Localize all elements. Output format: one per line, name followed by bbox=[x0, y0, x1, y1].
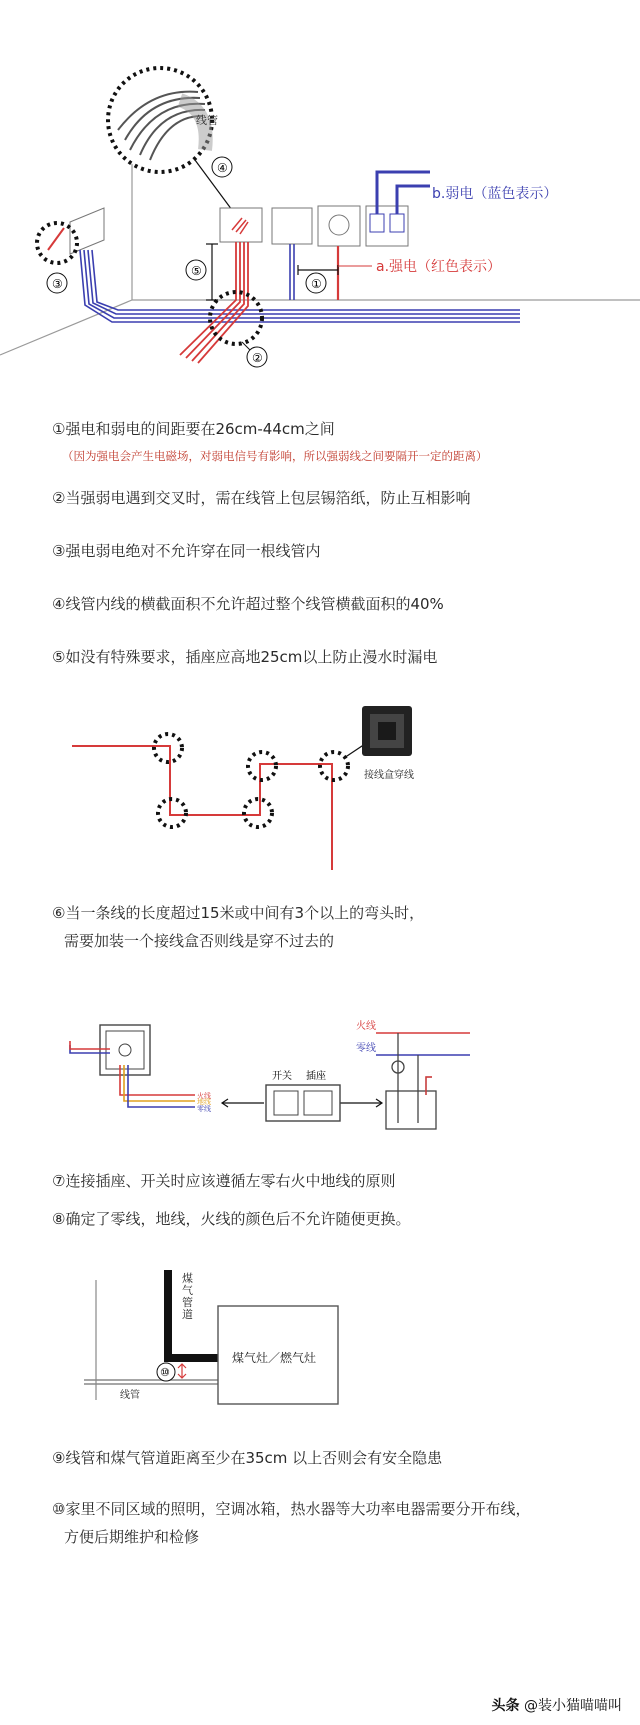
wall-wiring-diagram bbox=[0, 0, 640, 375]
ground-label: 地线 bbox=[197, 1098, 211, 1106]
socket-switch-svg bbox=[0, 1005, 640, 1155]
label-weak: b.弱电（蓝色表示） bbox=[432, 186, 558, 202]
toutiao-logo: 头条 bbox=[491, 1698, 520, 1714]
rule-9: ⑨线管和煤气管道距离至少在35cm 以上否则会有安全隐患 bbox=[52, 1449, 443, 1467]
junction-box-label: 接线盒穿线 bbox=[364, 770, 414, 781]
left-panel bbox=[37, 208, 104, 263]
junction-box-icon bbox=[362, 706, 412, 756]
switch-label: 开关 bbox=[272, 1071, 292, 1082]
live-label: 火线 bbox=[197, 1092, 211, 1100]
stove-label: 煤气灶／燃气灶 bbox=[232, 1351, 317, 1365]
socket-box bbox=[318, 206, 360, 246]
gas-pipe-svg bbox=[0, 1270, 640, 1410]
weak-box bbox=[366, 206, 408, 246]
socket-panel bbox=[100, 1025, 150, 1075]
rule-5: ⑤如没有特殊要求，插座应高地25cm以上防止漫水时漏电 bbox=[52, 648, 438, 666]
wall-wiring-svg bbox=[0, 0, 640, 375]
bend-circles bbox=[154, 734, 348, 827]
tag-wire-label: 线管 bbox=[196, 114, 218, 127]
svg-text:⑩: ⑩ bbox=[160, 1366, 170, 1379]
watermark bbox=[492, 1695, 622, 1715]
junction-box-4 bbox=[220, 208, 262, 242]
zoom-circle bbox=[108, 68, 218, 172]
socket-label: 插座 bbox=[306, 1071, 326, 1082]
rule-6-line1: ⑥当一条线的长度超过15米或中间有3个以上的弯头时， bbox=[52, 904, 425, 922]
gas-pipe-char-1: 煤 bbox=[182, 1272, 193, 1285]
rule-2: ②当强弱电遇到交叉时，需在线管上包层锡箔纸，防止互相影响 bbox=[52, 489, 471, 507]
label-strong: a.强电（红色表示） bbox=[376, 259, 502, 275]
gas-pipe-line bbox=[168, 1270, 224, 1358]
bend-diagram bbox=[0, 700, 640, 880]
rule-3: ③强电弱电绝对不允许穿在同一根线管内 bbox=[52, 542, 321, 560]
rule-10-line2: 方便后期维护和检修 bbox=[64, 1528, 200, 1546]
rule-7: ⑦连接插座、开关时应该遵循左零右火中地线的原则 bbox=[52, 1172, 396, 1190]
strong-wires bbox=[180, 242, 248, 363]
svg-text:⑤: ⑤ bbox=[191, 264, 202, 278]
live-label-2: 火线 bbox=[356, 1021, 376, 1032]
rule-4: ④线管内线的横截面积不允许超过整个线管横截面积的40% bbox=[52, 595, 444, 613]
socket-switch-diagram bbox=[0, 1005, 640, 1155]
rule-1-note: （因为强电会产生电磁场，对弱电信号有影响，所以强弱线之间要隔开一定的距离） bbox=[62, 449, 488, 463]
gas-pipe-char-4: 道 bbox=[182, 1308, 193, 1321]
height-dimension bbox=[206, 244, 218, 300]
neutral-label: 零线 bbox=[197, 1105, 211, 1113]
switch-box bbox=[272, 208, 312, 244]
svg-text:④: ④ bbox=[217, 161, 228, 175]
gas-pipe-char-2: 气 bbox=[182, 1284, 193, 1297]
conduit-label: 线管 bbox=[120, 1390, 140, 1401]
bend-svg bbox=[0, 700, 640, 880]
rule-1: ①强电和弱电的间距要在26cm-44cm之间 bbox=[52, 420, 335, 438]
svg-text:②: ② bbox=[252, 351, 263, 365]
watermark-account: @装小猫喵喵叫 bbox=[524, 1698, 622, 1714]
neutral-label-2: 零线 bbox=[356, 1043, 376, 1054]
svg-text:③: ③ bbox=[52, 277, 63, 291]
switch-socket-panel bbox=[266, 1085, 340, 1121]
rule-8: ⑧确定了零线，地线，火线的颜色后不允许随便更换。 bbox=[52, 1210, 411, 1228]
svg-text:①: ① bbox=[311, 277, 322, 291]
rule-6-line2: 需要加装一个接线盒否则线是穿不过去的 bbox=[64, 932, 335, 950]
gas-pipe-char-3: 管 bbox=[182, 1296, 193, 1309]
gas-pipe-diagram bbox=[0, 1270, 640, 1410]
rule-10-line1: ⑩家里不同区域的照明，空调冰箱，热水器等大功率电器需要分开布线， bbox=[52, 1500, 531, 1518]
